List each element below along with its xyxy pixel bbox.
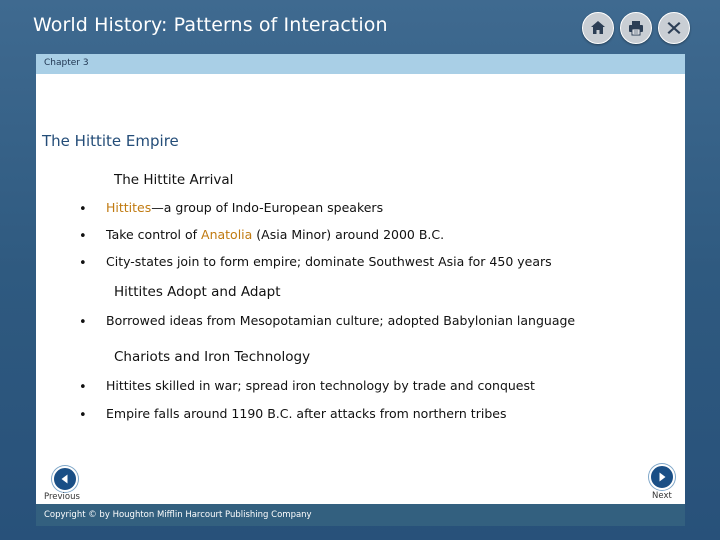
close-icon (665, 19, 683, 37)
copyright-text: Copyright © by Houghton Mifflin Harcourt Publishing Company (44, 510, 312, 520)
chapter-bar (36, 54, 685, 74)
bullet-dot: • (79, 202, 87, 217)
bullet-text (106, 227, 444, 242)
highlight-term: Anatolia (201, 227, 253, 242)
arrow-left-icon (59, 473, 71, 485)
bullet-text: Borrowed ideas from Mesopotamian culture; adopted Babylonian language (106, 313, 576, 328)
slide-content (36, 74, 685, 504)
bullet-text: Empire falls around 1190 B.C. after attacks from northern tribes (106, 406, 507, 421)
bullet-dot: • (79, 229, 87, 244)
previous-label[interactable]: Previous (44, 492, 80, 502)
bullet-text: Hittites skilled in war; spread iron technology by trade and conquest (106, 378, 535, 393)
bullet-text-rest: —a group of Indo-European speakers (151, 200, 384, 215)
bullet-text-before: Take control of (106, 227, 202, 242)
slide-title: The Hittite Empire (42, 132, 179, 150)
home-button[interactable] (582, 12, 614, 44)
arrow-right-icon (656, 471, 668, 483)
bullet-dot: • (79, 380, 87, 395)
section-heading-hittite-arrival: The Hittite Arrival (114, 172, 234, 188)
next-button[interactable] (649, 464, 675, 490)
close-button[interactable] (658, 12, 690, 44)
footer-bar (36, 504, 685, 526)
app-title: World History: Patterns of Interaction (33, 14, 388, 36)
bullet-dot: • (79, 408, 87, 423)
section-heading-adopt-adapt: Hittites Adopt and Adapt (114, 284, 281, 300)
print-button[interactable] (620, 12, 652, 44)
previous-button[interactable] (52, 466, 78, 492)
home-icon (589, 19, 607, 37)
highlight-term: Hittites (106, 200, 152, 215)
bullet-dot: • (79, 315, 87, 330)
next-label[interactable]: Next (652, 491, 672, 501)
bullet-text: City-states join to form empire; dominate Southwest Asia for 450 years (106, 254, 552, 269)
bullet-text (106, 200, 383, 215)
bullet-text-after: (Asia Minor) around 2000 B.C. (252, 227, 445, 242)
bullet-dot: • (79, 256, 87, 271)
top-toolbar (582, 12, 690, 44)
printer-icon (627, 19, 645, 37)
section-heading-chariots-iron: Chariots and Iron Technology (114, 349, 311, 365)
chapter-label: Chapter 3 (44, 58, 89, 68)
